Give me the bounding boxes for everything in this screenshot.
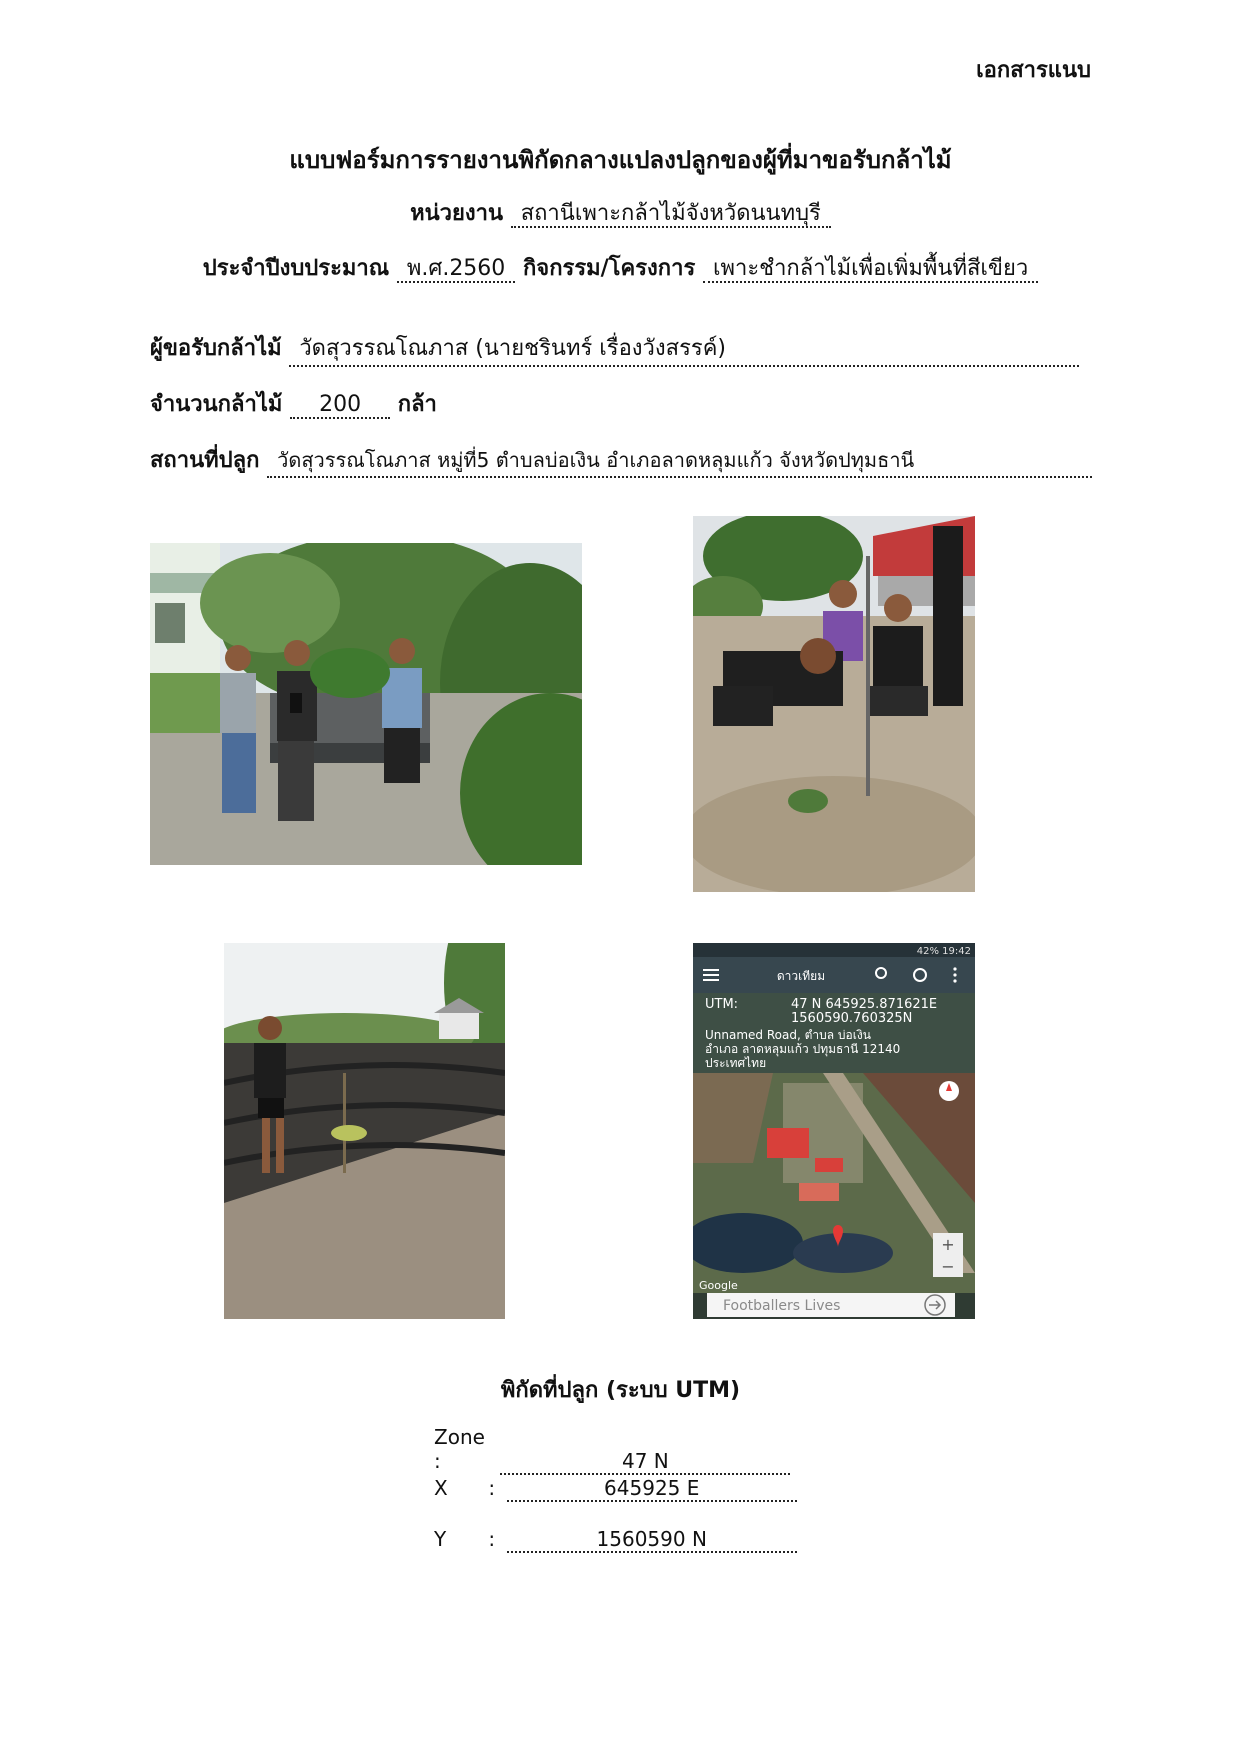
map-ad-text: Footballers Lives [723, 1298, 841, 1314]
utm-y-value: 1560590 N [507, 1527, 797, 1553]
utm-zone-value: 47 N [500, 1449, 790, 1475]
map-utm-line1: 47 N 645925.871621E [791, 997, 938, 1012]
attachment-tag: เอกสารแนบ [976, 58, 1091, 83]
map-address-3: ประเทศไทย [705, 1056, 767, 1070]
fiscal-value: พ.ศ.2560 [397, 256, 515, 283]
utm-x-label: X [434, 1476, 448, 1500]
activity-label: กิจกรรม/โครงการ [522, 256, 696, 281]
map-zoom-out[interactable]: − [941, 1257, 955, 1276]
unit-line [0, 195, 1241, 230]
unit-label: หน่วยงาน [410, 201, 504, 226]
location-label: สถานที่ปลูก [150, 448, 260, 473]
utm-zone-row [434, 1425, 790, 1475]
google-watermark: Google [699, 1279, 738, 1292]
recipient-row [150, 330, 1079, 367]
fiscal-line [0, 250, 1241, 285]
location-row [150, 442, 1092, 478]
map-utm-line2: 1560590.760325N [791, 1011, 913, 1026]
photo-seedling-handover [150, 543, 582, 865]
map-address-2: อำเภอ ลาดหลุมแก้ว ปทุมธานี 12140 [705, 1042, 901, 1056]
unit-value: สถานีเพาะกล้าไม้จังหวัดนนทบุรี [511, 201, 831, 228]
quantity-value: 200 [290, 392, 390, 419]
form-title: แบบฟอร์มการรายงานพิกัดกลางแปลงปลูกของผู้ที่มาขอรับกล้าไม้ [289, 146, 952, 174]
utm-y-colon: : [488, 1527, 496, 1551]
map-status: 42% 19:42 [916, 946, 971, 957]
utm-y-label: Y [434, 1527, 447, 1551]
recipient-value: วัดสุวรรณโณภาส (นายชรินทร์ เรื่องวังสรรค์) [289, 330, 1079, 367]
fiscal-label: ประจำปีงบประมาณ [202, 256, 390, 281]
quantity-row [150, 386, 437, 421]
utm-zone-label: Zone : [434, 1425, 485, 1473]
utm-x-row [434, 1476, 797, 1502]
quantity-unit: กล้า [397, 392, 437, 417]
location-value: วัดสุวรรณโณภาส หมู่ที่5 ตำบลบ่อเงิน อำเภอลาดหลุมแก้ว จังหวัดปทุมธานี [267, 444, 1092, 478]
utm-y-row [434, 1527, 797, 1553]
utm-x-colon: : [488, 1476, 496, 1500]
photo-planting-plot [224, 943, 505, 1319]
map-zoom-in[interactable]: + [941, 1235, 955, 1254]
quantity-label: จำนวนกล้าไม้ [150, 392, 283, 417]
photo-planting [693, 516, 975, 892]
utm-title: พิกัดที่ปลูก (ระบบ UTM) [500, 1378, 741, 1403]
map-utm-label: UTM: [705, 997, 739, 1012]
map-mode-title: ดาวเทียม [776, 969, 826, 983]
photo-map-screenshot [693, 943, 975, 1319]
recipient-label: ผู้ขอรับกล้าไม้ [150, 336, 282, 361]
activity-value: เพาะชำกล้าไม้เพื่อเพิ่มพื้นที่สีเขียว [703, 256, 1038, 283]
utm-x-value: 645925 E [507, 1476, 797, 1502]
map-address-1: Unnamed Road, ตำบล บ่อเงิน [705, 1028, 871, 1042]
